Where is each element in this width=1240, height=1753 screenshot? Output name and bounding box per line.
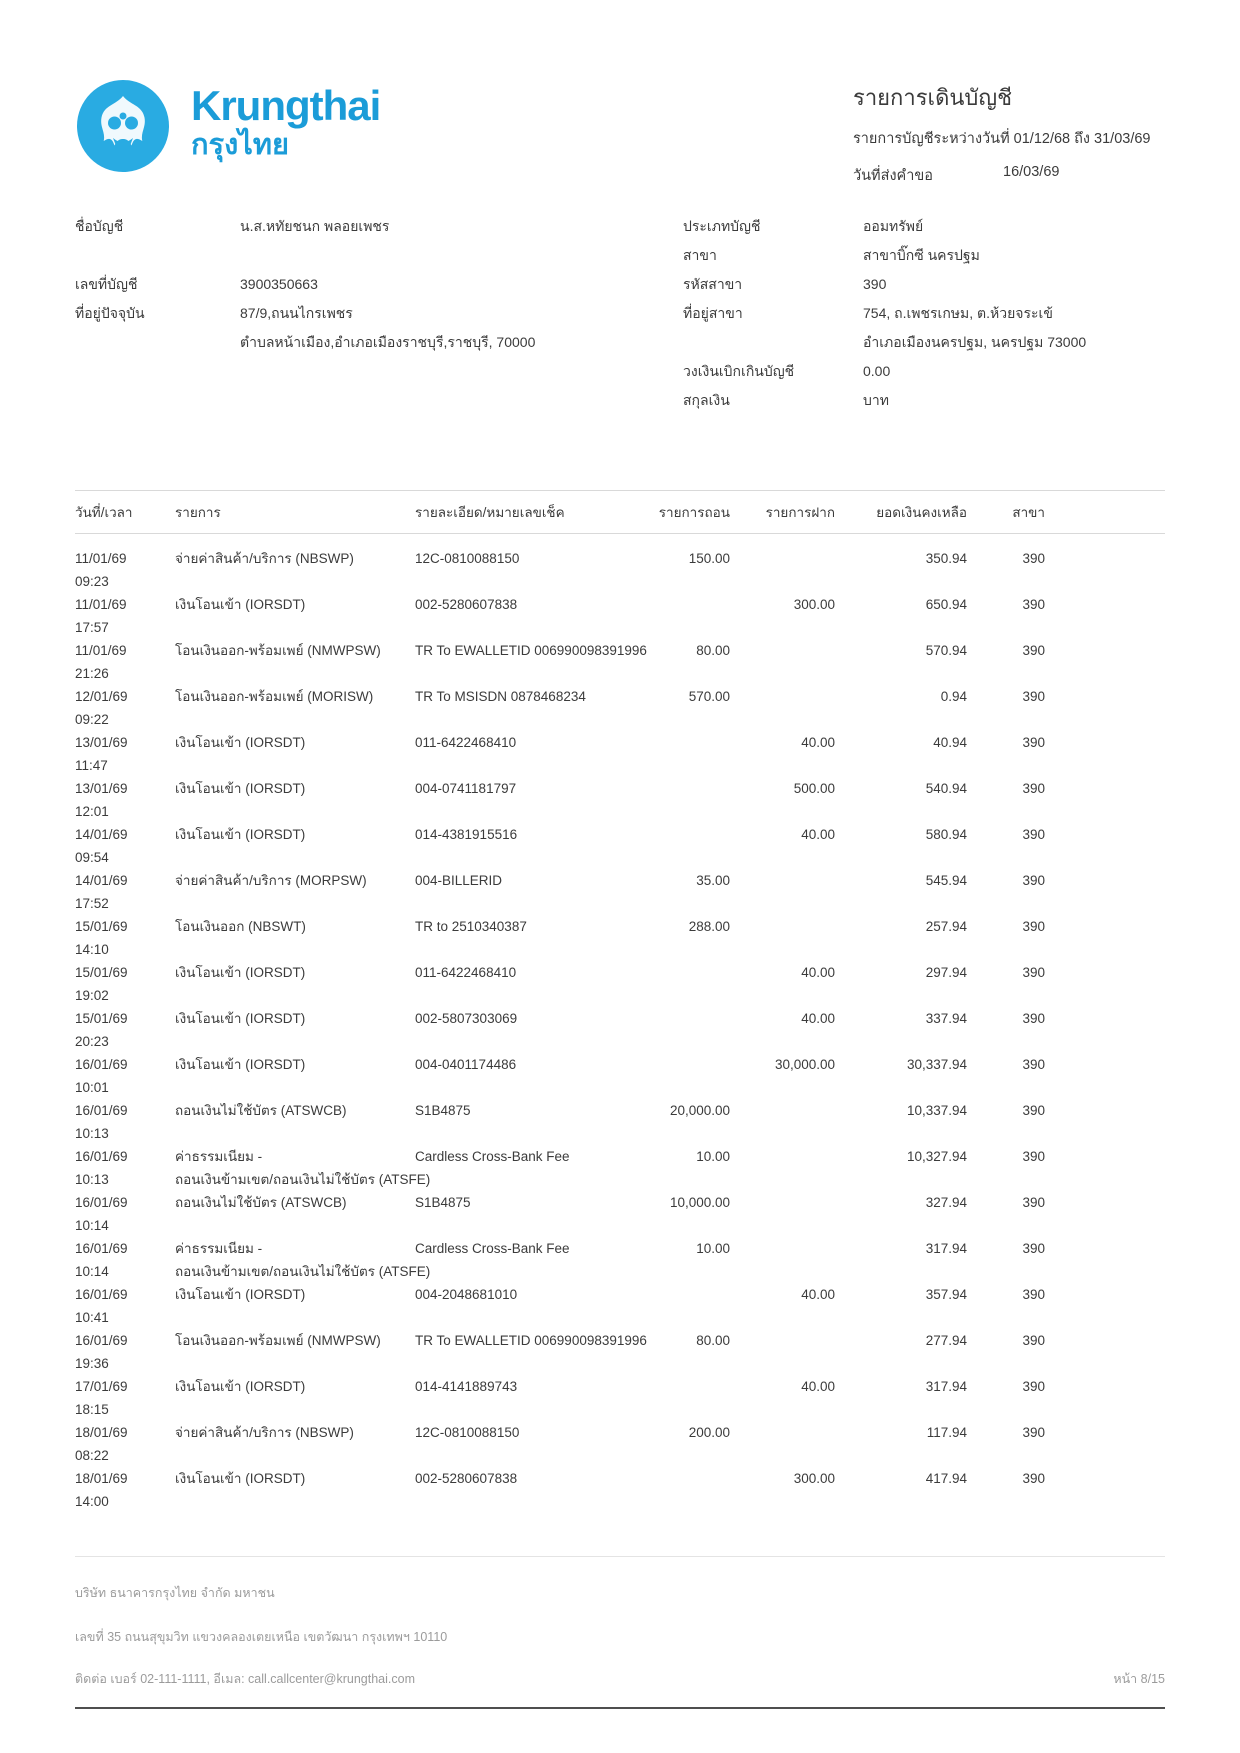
col-header-balance: ยอดเงินคงเหลือ	[876, 505, 967, 520]
cell-time: 17:52	[75, 896, 109, 911]
cell-balance: 357.94	[925, 1287, 967, 1302]
cell-date: 14/01/69	[75, 873, 128, 888]
cell-deposit	[730, 639, 835, 662]
cell-detail: 12C-0810088150	[415, 1425, 520, 1440]
cell-withdrawal: 200.00	[688, 1425, 730, 1440]
account-info-left	[75, 215, 683, 418]
info-row	[683, 389, 1165, 418]
cell-description: เงินโอนเข้า (IORSDT)	[175, 1379, 306, 1394]
cell-filler	[1045, 1283, 1165, 1306]
cell-description-line2	[175, 892, 730, 915]
cell-withdrawal: 80.00	[696, 1333, 730, 1348]
cell-detail: 004-0741181797	[415, 781, 517, 796]
transaction-row	[75, 1283, 1165, 1329]
cell-date: 16/01/69	[75, 1195, 128, 1210]
cell-deposit: 30,000.00	[774, 1057, 835, 1072]
info-row	[75, 215, 683, 244]
transaction-row	[75, 1237, 1165, 1283]
cell-description-line2	[175, 984, 730, 1007]
cell-filler	[1045, 1145, 1165, 1168]
cell-description-line2	[175, 1076, 730, 1099]
cell-branch: 390	[1022, 1287, 1045, 1302]
cell-withdrawal: 288.00	[688, 919, 730, 934]
info-label: รหัสสาขา	[683, 276, 743, 292]
info-value: 0.00	[863, 363, 891, 379]
cell-time: 12:01	[75, 804, 109, 819]
cell-balance: 10,327.94	[906, 1149, 967, 1164]
cell-balance: 417.94	[925, 1471, 967, 1486]
cell-time: 18:15	[75, 1402, 109, 1417]
cell-time: 21:26	[75, 666, 109, 681]
cell-deposit	[730, 1421, 835, 1444]
cell-branch: 390	[1022, 735, 1045, 750]
transaction-row	[75, 1145, 1165, 1191]
cell-description-line2: ถอนเงินข้ามเขต/ถอนเงินไม่ใช้บัตร (ATSFE)	[175, 1264, 431, 1279]
cell-branch: 390	[1022, 781, 1045, 796]
info-label: สกุลเงิน	[683, 392, 730, 408]
cell-date: 15/01/69	[75, 919, 128, 934]
cell-balance: 337.94	[925, 1011, 967, 1026]
cell-filler	[1045, 777, 1165, 800]
cell-time: 08:22	[75, 1448, 109, 1463]
cell-date: 16/01/69	[75, 1103, 128, 1118]
cell-withdrawal: 20,000.00	[669, 1103, 730, 1118]
transaction-row	[75, 731, 1165, 777]
info-value-line2: ตำบลหน้าเมือง,อำเภอเมืองราชบุรี,ราชบุรี, 70000	[240, 334, 536, 350]
cell-description-line2: ถอนเงินข้ามเขต/ถอนเงินไม่ใช้บัตร (ATSFE)	[175, 1172, 431, 1187]
cell-time: 19:02	[75, 988, 109, 1003]
cell-balance: 570.94	[925, 643, 967, 658]
info-row	[683, 360, 1165, 389]
cell-deposit	[730, 547, 835, 570]
cell-time: 14:10	[75, 942, 109, 957]
cell-branch: 390	[1022, 873, 1045, 888]
cell-withdrawal	[627, 1467, 730, 1490]
cell-detail: TR To EWALLETID 006990098391996	[415, 643, 647, 658]
cell-description: ค่าธรรมเนียม -	[175, 1241, 263, 1256]
cell-date: 11/01/69	[75, 597, 127, 612]
cell-description-line2	[175, 938, 730, 961]
cell-description-line2	[175, 1306, 730, 1329]
cell-date: 11/01/69	[75, 643, 127, 658]
info-row	[683, 302, 1165, 353]
cell-balance: 277.94	[925, 1333, 967, 1348]
info-value: ออมทรัพย์	[863, 218, 924, 234]
info-label: ประเภทบัญชี	[683, 218, 761, 234]
transaction-row	[75, 639, 1165, 685]
cell-filler	[1045, 547, 1165, 570]
col-header-branch: สาขา	[1012, 505, 1045, 520]
cell-filler	[1045, 593, 1165, 616]
info-label-spacer	[683, 331, 863, 353]
cell-filler	[1045, 1099, 1165, 1122]
transaction-row	[75, 1099, 1165, 1145]
cell-time: 09:23	[75, 574, 109, 589]
cell-withdrawal	[627, 593, 730, 616]
cell-time: 09:54	[75, 850, 109, 865]
cell-description-line2	[175, 1490, 730, 1513]
cell-description: ถอนเงินไม่ใช้บัตร (ATSWCB)	[175, 1195, 347, 1210]
cell-detail: 004-2048681010	[415, 1287, 518, 1302]
cell-description-line2	[175, 1352, 730, 1375]
info-value: 87/9,ถนนไกรเพชร	[240, 305, 353, 321]
cell-withdrawal: 570.00	[688, 689, 730, 704]
page-footer	[75, 1556, 1165, 1709]
table-body	[75, 534, 1165, 1513]
transaction-row	[75, 1007, 1165, 1053]
table-header-row	[75, 490, 1165, 534]
cell-filler	[1045, 1421, 1165, 1444]
cell-description: ถอนเงินไม่ใช้บัตร (ATSWCB)	[175, 1103, 347, 1118]
transaction-row	[75, 1329, 1165, 1375]
cell-withdrawal	[627, 731, 730, 754]
info-label: วงเงินเบิกเกินบัญชี	[683, 363, 795, 379]
cell-withdrawal	[627, 961, 730, 984]
info-value-line2: อำเภอเมืองนครปฐม, นครปฐม 73000	[863, 334, 1087, 350]
account-info-section	[75, 215, 1165, 418]
cell-time: 09:22	[75, 712, 109, 727]
cell-detail: 002-5807303069	[415, 1011, 518, 1026]
col-header-description: รายการ	[175, 505, 221, 520]
cell-description: เงินโอนเข้า (IORSDT)	[175, 965, 306, 980]
cell-detail: 004-BILLERID	[415, 873, 503, 888]
cell-detail: 014-4141889743	[415, 1379, 518, 1394]
cell-detail: 12C-0810088150	[415, 551, 520, 566]
cell-time: 10:41	[75, 1310, 109, 1325]
cell-description: เงินโอนเข้า (IORSDT)	[175, 597, 306, 612]
cell-description: จ่ายค่าสินค้า/บริการ (MORPSW)	[175, 873, 367, 888]
transaction-row	[75, 685, 1165, 731]
cell-detail: TR to 2510340387	[415, 919, 527, 934]
info-row	[75, 302, 683, 353]
cell-deposit	[730, 869, 835, 892]
cell-description: เงินโอนเข้า (IORSDT)	[175, 1287, 306, 1302]
cell-detail: Cardless Cross-Bank Fee	[415, 1149, 570, 1164]
cell-deposit	[730, 1237, 835, 1260]
cell-date: 16/01/69	[75, 1287, 128, 1302]
request-date-row	[853, 164, 1165, 187]
cell-branch: 390	[1022, 1425, 1045, 1440]
cell-filler	[1045, 1237, 1165, 1260]
cell-date: 15/01/69	[75, 965, 128, 980]
cell-detail: 002-5280607838	[415, 1471, 518, 1486]
cell-withdrawal: 150.00	[688, 551, 730, 566]
cell-description: ค่าธรรมเนียม -	[175, 1149, 263, 1164]
cell-time: 10:14	[75, 1218, 109, 1233]
cell-balance: 10,337.94	[906, 1103, 967, 1118]
cell-description: เงินโอนเข้า (IORSDT)	[175, 827, 306, 842]
col-header-withdrawal: รายการถอน	[658, 505, 730, 520]
cell-balance: 650.94	[925, 597, 967, 612]
cell-balance: 117.94	[926, 1425, 967, 1440]
cell-description: โอนเงินออก-พร้อมเพย์ (NMWPSW)	[175, 1333, 381, 1348]
cell-detail: 002-5280607838	[415, 597, 518, 612]
cell-date: 17/01/69	[75, 1379, 128, 1394]
cell-deposit	[730, 1099, 835, 1122]
cell-balance: 317.94	[925, 1241, 967, 1256]
cell-date: 15/01/69	[75, 1011, 128, 1026]
cell-date: 16/01/69	[75, 1057, 128, 1072]
info-value: บาท	[863, 392, 889, 408]
cell-description: โอนเงินออก-พร้อมเพย์ (MORISW)	[175, 689, 374, 704]
cell-withdrawal	[627, 1007, 730, 1030]
cell-balance: 580.94	[925, 827, 967, 842]
cell-time: 19:36	[75, 1356, 109, 1371]
cell-date: 16/01/69	[75, 1333, 128, 1348]
info-row	[75, 244, 683, 273]
cell-branch: 390	[1022, 597, 1045, 612]
cell-branch: 390	[1022, 827, 1045, 842]
info-label: เลขที่บัญชี	[75, 276, 138, 292]
cell-withdrawal: 10.00	[696, 1149, 730, 1164]
cell-deposit	[730, 1145, 835, 1168]
info-value: 754, ถ.เพชรเกษม, ต.ห้วยจระเข้	[863, 305, 1053, 321]
cell-deposit	[730, 685, 835, 708]
cell-branch: 390	[1022, 1149, 1045, 1164]
cell-description-line2	[175, 616, 730, 639]
cell-time: 10:01	[75, 1080, 109, 1095]
cell-branch: 390	[1022, 1195, 1045, 1210]
info-value: 390	[863, 276, 887, 292]
transaction-row	[75, 777, 1165, 823]
cell-filler	[1045, 1191, 1165, 1214]
cell-description-line2	[175, 570, 730, 593]
cell-description: เงินโอนเข้า (IORSDT)	[175, 781, 306, 796]
cell-balance: 317.94	[925, 1379, 967, 1394]
cell-description: โอนเงินออก-พร้อมเพย์ (NMWPSW)	[175, 643, 381, 658]
footer-address: เลขที่ 35 ถนนสุขุมวิท แขวงคลองเตยเหนือ เขตวัฒนา กรุงเทพฯ 10110	[75, 1630, 448, 1644]
cell-date: 14/01/69	[75, 827, 128, 842]
cell-description: จ่ายค่าสินค้า/บริการ (NBSWP)	[175, 551, 354, 566]
cell-branch: 390	[1022, 919, 1045, 934]
cell-date: 16/01/69	[75, 1241, 128, 1256]
cell-deposit	[730, 1329, 835, 1352]
cell-description: เงินโอนเข้า (IORSDT)	[175, 735, 306, 750]
cell-description-line2	[175, 800, 730, 823]
cell-deposit: 40.00	[801, 965, 835, 980]
cell-branch: 390	[1022, 1241, 1045, 1256]
transaction-row	[75, 1053, 1165, 1099]
info-value: สาขาบิ๊กซี นครปฐม	[863, 247, 980, 263]
bank-logo	[75, 78, 380, 187]
cell-description-line2	[175, 1214, 730, 1237]
cell-filler	[1045, 639, 1165, 662]
info-value: น.ส.หทัยชนก พลอยเพชร	[240, 218, 390, 234]
cell-withdrawal	[627, 1283, 730, 1306]
cell-withdrawal: 10.00	[696, 1241, 730, 1256]
request-date-label: วันที่ส่งคำขอ	[853, 168, 934, 184]
cell-branch: 390	[1022, 689, 1045, 704]
cell-time: 20:23	[75, 1034, 109, 1049]
transaction-row	[75, 1375, 1165, 1421]
cell-detail: 004-0401174486	[415, 1057, 517, 1072]
transaction-row	[75, 547, 1165, 593]
cell-branch: 390	[1022, 1379, 1045, 1394]
info-row	[683, 215, 1165, 244]
page-number: หน้า 8/15	[1113, 1672, 1165, 1686]
account-info-right	[683, 215, 1165, 418]
cell-deposit: 40.00	[801, 735, 835, 750]
cell-date: 13/01/69	[75, 781, 128, 796]
info-label: ชื่อบัญชี	[75, 218, 124, 234]
cell-date: 13/01/69	[75, 735, 128, 750]
footer-contact: ติดต่อ เบอร์ 02-111-1111, อีเมล: call.callcenter@krungthai.com	[75, 1672, 415, 1686]
cell-description-line2	[175, 846, 730, 869]
cell-detail: S1B4875	[415, 1103, 471, 1118]
cell-branch: 390	[1022, 1471, 1045, 1486]
cell-filler	[1045, 1053, 1165, 1076]
cell-description-line2	[175, 1030, 730, 1053]
cell-description: เงินโอนเข้า (IORSDT)	[175, 1011, 306, 1026]
transaction-row	[75, 1467, 1165, 1513]
bank-wordmark	[191, 78, 380, 162]
col-header-detail: รายละเอียด/หมายเลขเช็ค	[415, 505, 565, 520]
cell-withdrawal	[627, 1053, 730, 1076]
cell-balance: 350.94	[925, 551, 967, 566]
cell-deposit: 40.00	[801, 827, 835, 842]
info-value: 3900350663	[240, 276, 318, 292]
cell-balance: 327.94	[925, 1195, 967, 1210]
cell-description-line2	[175, 1122, 730, 1145]
cell-time: 10:13	[75, 1172, 109, 1187]
statement-header	[853, 78, 1165, 187]
cell-description-line2	[175, 754, 730, 777]
page-header	[75, 0, 1165, 187]
info-row	[683, 244, 1165, 273]
cell-deposit	[730, 1191, 835, 1214]
cell-balance: 297.94	[925, 965, 967, 980]
cell-branch: 390	[1022, 1057, 1045, 1072]
cell-branch: 390	[1022, 1011, 1045, 1026]
transaction-row	[75, 593, 1165, 639]
cell-balance: 40.94	[933, 735, 967, 750]
transaction-row	[75, 1421, 1165, 1467]
cell-withdrawal	[627, 823, 730, 846]
bank-name-en: Krungthai	[191, 82, 381, 129]
cell-deposit: 500.00	[793, 781, 835, 796]
cell-time: 14:00	[75, 1494, 109, 1509]
cell-detail: TR To EWALLETID 006990098391996	[415, 1333, 647, 1348]
info-label: สาขา	[683, 247, 717, 263]
cell-balance: 540.94	[925, 781, 967, 796]
cell-filler	[1045, 685, 1165, 708]
cell-detail: TR To MSISDN 0878468234	[415, 689, 586, 704]
transactions-table	[75, 490, 1165, 1513]
cell-time: 10:14	[75, 1264, 109, 1279]
cell-withdrawal: 35.00	[696, 873, 730, 888]
transaction-row	[75, 1191, 1165, 1237]
cell-branch: 390	[1022, 643, 1045, 658]
col-header-filler	[1045, 501, 1165, 523]
cell-description: เงินโอนเข้า (IORSDT)	[175, 1471, 306, 1486]
transaction-row	[75, 961, 1165, 1007]
cell-branch: 390	[1022, 965, 1045, 980]
cell-date: 18/01/69	[75, 1471, 128, 1486]
transaction-row	[75, 915, 1165, 961]
cell-deposit: 40.00	[801, 1287, 835, 1302]
cell-detail: 011-6422468410	[415, 965, 517, 980]
cell-filler	[1045, 915, 1165, 938]
cell-withdrawal	[627, 777, 730, 800]
cell-date: 12/01/69	[75, 689, 128, 704]
cell-deposit: 40.00	[801, 1011, 835, 1026]
col-header-deposit: รายการฝาก	[765, 505, 835, 520]
cell-deposit: 300.00	[793, 1471, 835, 1486]
cell-description-line2	[175, 1398, 730, 1421]
cell-withdrawal: 10,000.00	[669, 1195, 730, 1210]
cell-detail: 014-4381915516	[415, 827, 518, 842]
cell-deposit	[730, 915, 835, 938]
info-label-spacer	[75, 331, 240, 353]
cell-filler	[1045, 1375, 1165, 1398]
cell-date: 11/01/69	[75, 551, 127, 566]
krungthai-bird-icon	[75, 78, 171, 174]
cell-filler	[1045, 961, 1165, 984]
cell-filler	[1045, 1329, 1165, 1352]
cell-detail: 011-6422468410	[415, 735, 517, 750]
cell-detail: Cardless Cross-Bank Fee	[415, 1241, 570, 1256]
cell-withdrawal	[627, 1375, 730, 1398]
cell-time: 11:47	[75, 758, 108, 773]
cell-filler	[1045, 1007, 1165, 1030]
info-label: ที่อยู่สาขา	[683, 305, 743, 321]
cell-filler	[1045, 731, 1165, 754]
cell-description: เงินโอนเข้า (IORSDT)	[175, 1057, 306, 1072]
cell-time: 17:57	[75, 620, 109, 635]
col-header-datetime: วันที่/เวลา	[75, 505, 133, 520]
bank-name-th: กรุงไทย	[191, 129, 289, 161]
transaction-row	[75, 869, 1165, 915]
cell-description-line2	[175, 1444, 730, 1467]
request-date-value: 16/03/69	[1003, 164, 1060, 180]
cell-branch: 390	[1022, 551, 1045, 566]
cell-description: โอนเงินออก (NBSWT)	[175, 919, 306, 934]
cell-balance: 30,337.94	[906, 1057, 967, 1072]
cell-filler	[1045, 1467, 1165, 1490]
cell-description-line2	[175, 662, 730, 685]
cell-withdrawal: 80.00	[696, 643, 730, 658]
footer-divider	[75, 1707, 1165, 1709]
cell-deposit: 300.00	[793, 597, 835, 612]
cell-balance: 257.94	[925, 919, 967, 934]
statement-title: รายการเดินบัญชี	[853, 85, 1013, 110]
footer-company: บริษัท ธนาคารกรุงไทย จำกัด มหาชน	[75, 1586, 275, 1600]
info-row	[683, 273, 1165, 302]
cell-deposit: 40.00	[801, 1379, 835, 1394]
cell-description: จ่ายค่าสินค้า/บริการ (NBSWP)	[175, 1425, 354, 1440]
cell-description-line2	[175, 708, 730, 731]
cell-filler	[1045, 823, 1165, 846]
cell-time: 10:13	[75, 1126, 109, 1141]
cell-date: 16/01/69	[75, 1149, 128, 1164]
transaction-row	[75, 823, 1165, 869]
cell-balance: 0.94	[940, 689, 967, 704]
statement-period: รายการบัญชีระหว่างวันที่ 01/12/68 ถึง 31/03/69	[853, 131, 1151, 147]
cell-date: 18/01/69	[75, 1425, 128, 1440]
cell-branch: 390	[1022, 1103, 1045, 1118]
cell-branch: 390	[1022, 1333, 1045, 1348]
info-label: ที่อยู่ปัจจุบัน	[75, 305, 145, 321]
cell-filler	[1045, 869, 1165, 892]
info-row	[75, 273, 683, 302]
cell-detail: S1B4875	[415, 1195, 471, 1210]
cell-balance: 545.94	[925, 873, 967, 888]
